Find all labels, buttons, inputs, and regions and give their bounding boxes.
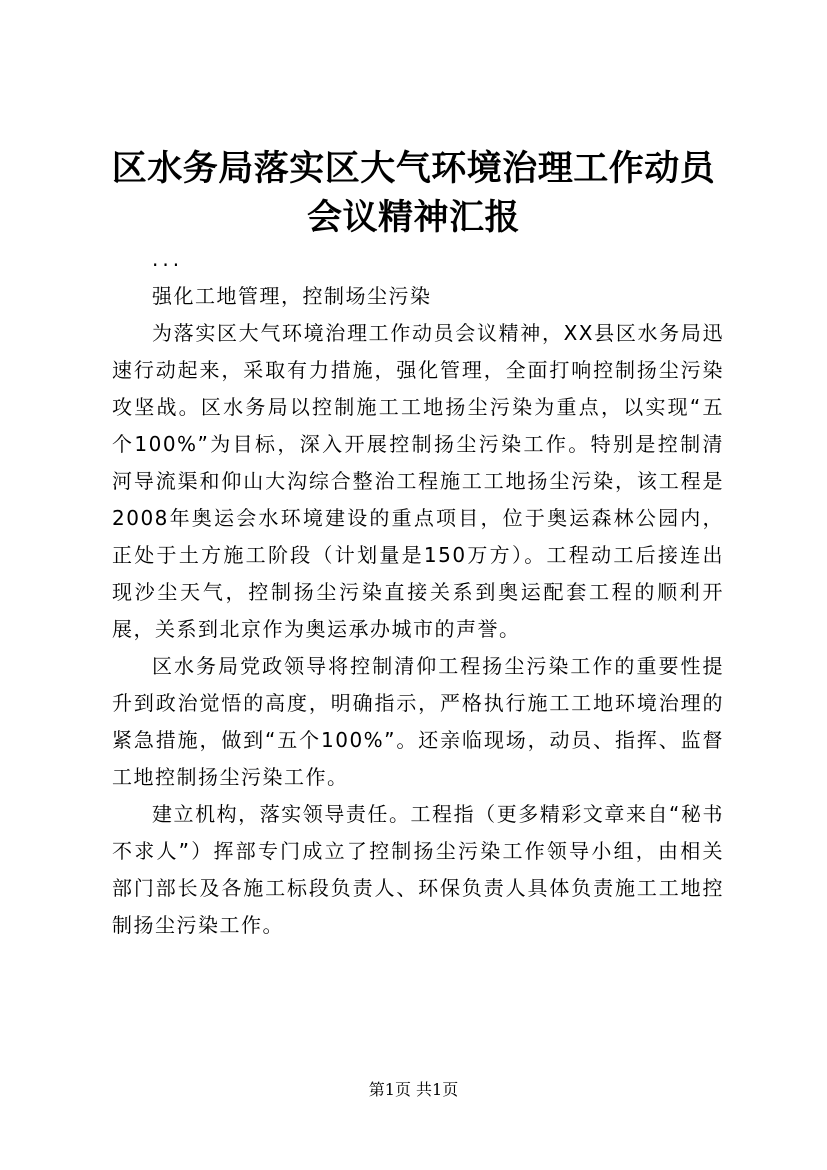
document-title: 区水务局落实区大气环境治理工作动员会议精神汇报 (111, 148, 716, 238)
section-heading: 强化工地管理，控制场尘污染 (152, 284, 432, 308)
body-paragraph: 建立机构，落实领导责任。工程指（更多精彩文章来自“秘书不求人”）挥部专门成立了控制扬尘污染工作领导小组，由相关部门部长及各施工标段负责人、环保负责人具体负责施工工地控制扬尘污染工作。 (112, 802, 724, 937)
ellipsis-line: ... (152, 247, 184, 271)
document-body (112, 241, 724, 944)
body-paragraph: 区水务局党政领导将控制清仰工程扬尘污染工作的重要性提升到政治觉悟的高度，明确指示，严格执行施工工地环境治理的紧急措施，做到“五个100%”。还亲临现场，动员、指挥、监督工地控制扬尘污染工作。 (112, 654, 724, 789)
body-paragraph: 为落实区大气环境治理工作动员会议精神，XX县区水务局迅速行动起来，采取有力措施，强化管理，全面打响控制扬尘污染攻坚战。区水务局以控制施工工地扬尘污染为重点，以实现“五个100%”为目标，深入开展控制扬尘污染工作。特别是控制清河导流渠和仰山大沟综合整治工程施工工地扬尘污染，该工程是2008年奥运会水环境建设的重点项目，位于奥运森林公园内，正处于土方施工阶段（计划量是150万方）。工程动工后接连出现沙尘天气，控制扬尘污染直接关系到奥运配套工程的顺利开展，关系到北京作为奥运承办城市的声誉。 (112, 321, 724, 641)
page-footer: 第1页 共1页 (368, 1080, 459, 1099)
